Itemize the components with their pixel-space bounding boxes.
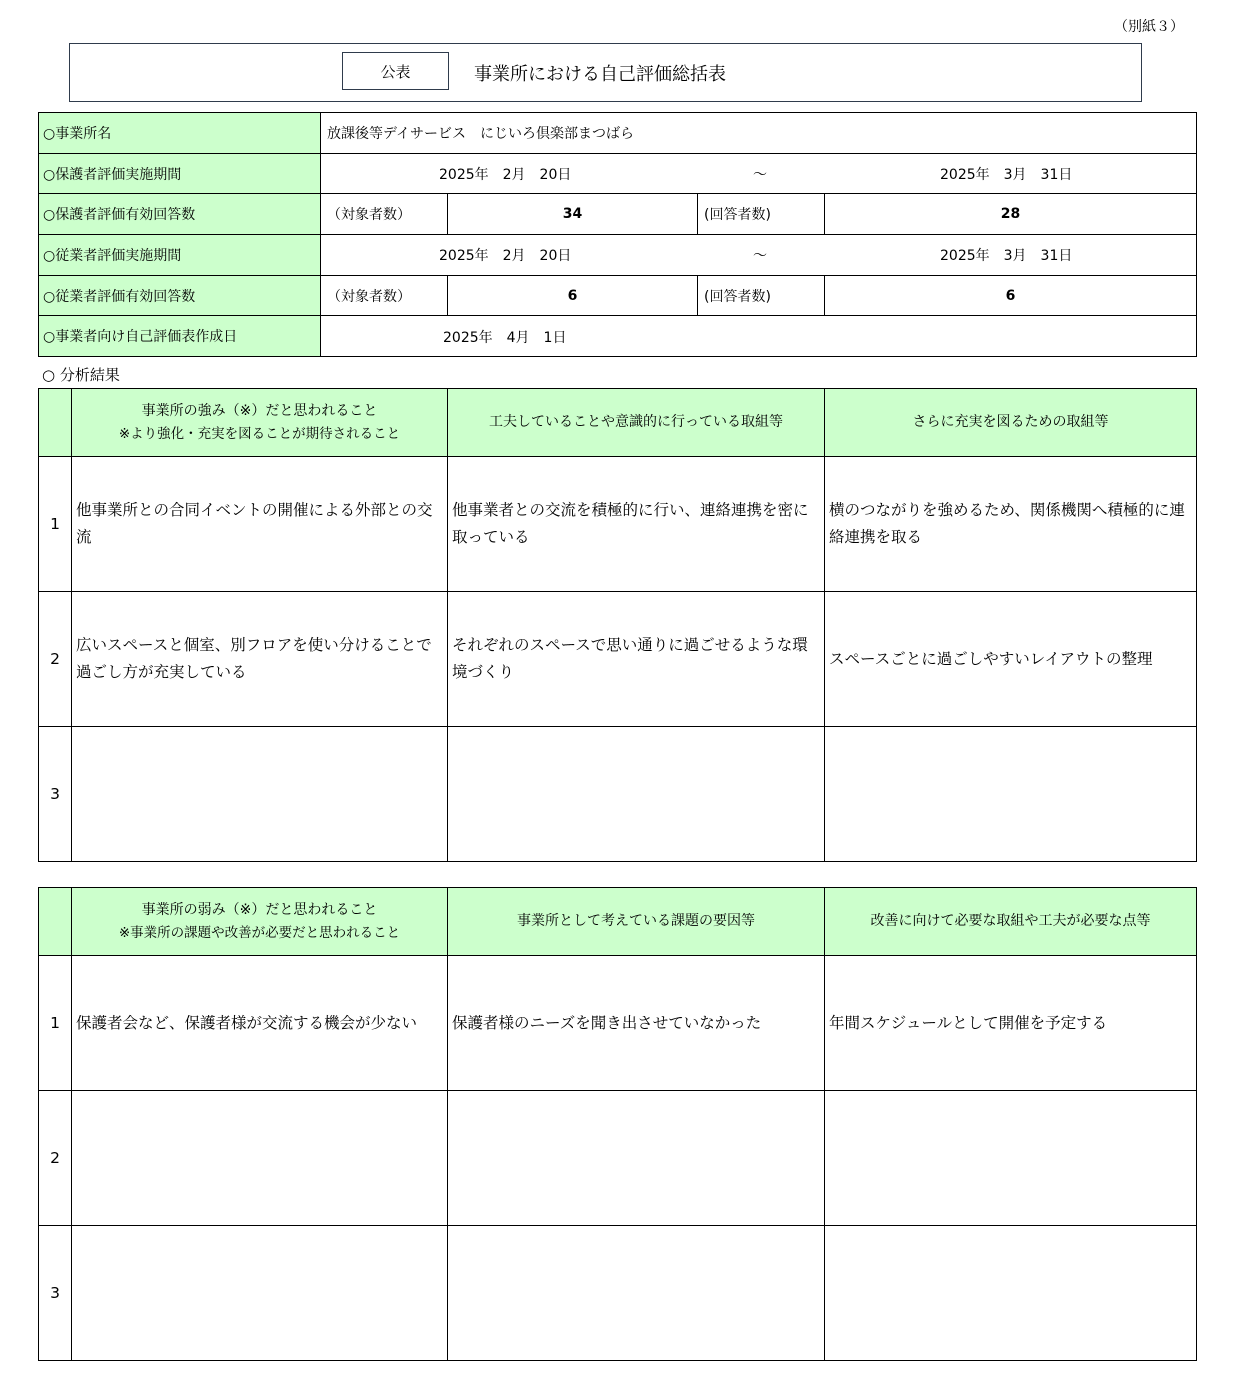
info-row-created <box>39 316 1197 357</box>
cause-cell <box>448 1091 825 1226</box>
weaknesses-col1-subtitle: ※事業所の課題や改善が必要だと思われること <box>118 924 401 941</box>
table-row <box>39 727 1197 862</box>
enhancement-cell <box>825 727 1197 862</box>
public-badge: 公表 <box>342 52 449 90</box>
guardian-count-label: ○保護者評価有効回答数 <box>39 194 321 235</box>
strengths-header-number <box>39 389 72 457</box>
created-date-value: 2025年 4月 1日 <box>443 329 567 346</box>
improvement-cell <box>825 1226 1197 1361</box>
guardian-answer-label: (回答者数) <box>698 194 825 235</box>
row-number: 2 <box>39 592 72 727</box>
analysis-section-label: ○ 分析結果 <box>42 366 120 384</box>
info-row-staff-period <box>39 235 1197 276</box>
guardian-target-value: 34 <box>448 194 698 235</box>
staff-target-value: 6 <box>448 275 698 316</box>
weaknesses-header-number <box>39 888 72 956</box>
strengths-table <box>38 388 1197 862</box>
page-title: 事業所における自己評価総括表 <box>474 64 726 85</box>
strengths-col3-title: さらに充実を図るための取組等 <box>825 389 1197 457</box>
staff-answer-value: 6 <box>825 275 1197 316</box>
row-number: 3 <box>39 1226 72 1361</box>
weakness-cell <box>72 1091 448 1226</box>
guardian-answer-value: 28 <box>825 194 1197 235</box>
guardian-period-end: 2025年 3月 31日 <box>940 167 1073 184</box>
effort-cell: 他事業者との交流を積極的に行い、連絡連携を密に取っている <box>448 457 825 592</box>
guardian-period-separator: ～ <box>753 167 767 184</box>
strengths-header-row <box>39 389 1197 457</box>
weaknesses-table <box>38 887 1197 1361</box>
strengths-col1-subtitle: ※より強化・充実を図ることが期待されること <box>118 425 401 442</box>
strengths-col1-title: 事業所の強み（※）だと思われること <box>141 402 378 419</box>
guardian-period-start: 2025年 2月 20日 <box>439 167 572 184</box>
row-number: 1 <box>39 956 72 1091</box>
created-date-label: ○事業者向け自己評価表作成日 <box>39 316 321 357</box>
strength-cell: 広いスペースと個室、別フロアを使い分けることで過ごし方が充実している <box>72 592 448 727</box>
staff-period-start: 2025年 2月 20日 <box>439 248 572 265</box>
weaknesses-header-col1 <box>72 888 448 956</box>
info-row-guardian-count <box>39 194 1197 235</box>
staff-count-label: ○従業者評価有効回答数 <box>39 275 321 316</box>
strength-cell <box>72 727 448 862</box>
weakness-cell <box>72 1226 448 1361</box>
office-name-label: ○事業所名 <box>39 113 321 154</box>
staff-target-label: （対象者数） <box>321 275 448 316</box>
weaknesses-header-row <box>39 888 1197 956</box>
info-row-guardian-period <box>39 153 1197 194</box>
cause-cell: 保護者様のニーズを聞き出させていなかった <box>448 956 825 1091</box>
info-row-staff-count <box>39 275 1197 316</box>
row-number: 3 <box>39 727 72 862</box>
attachment-note: （別紙３） <box>1114 19 1184 35</box>
row-number: 2 <box>39 1091 72 1226</box>
weakness-cell: 保護者会など、保護者様が交流する機会が少ない <box>72 956 448 1091</box>
strengths-header-col1 <box>72 389 448 457</box>
table-row <box>39 457 1197 592</box>
effort-cell: それぞれのスペースで思い通りに過ごせるような環境づくり <box>448 592 825 727</box>
guardian-period-label: ○保護者評価実施期間 <box>39 153 321 194</box>
staff-answer-label: (回答者数) <box>698 275 825 316</box>
info-table <box>38 112 1197 357</box>
office-name-value: 放課後等デイサービス にじいろ倶楽部まつばら <box>321 113 1197 154</box>
enhancement-cell: 横のつながりを強めるため、関係機関へ積極的に連絡連携を取る <box>825 457 1197 592</box>
table-row <box>39 956 1197 1091</box>
table-row <box>39 1091 1197 1226</box>
staff-period-label: ○従業者評価実施期間 <box>39 235 321 276</box>
staff-period-end: 2025年 3月 31日 <box>940 248 1073 265</box>
staff-period-separator: ～ <box>753 248 767 265</box>
row-number: 1 <box>39 457 72 592</box>
weaknesses-col3-title: 改善に向けて必要な取組や工夫が必要な点等 <box>825 888 1197 956</box>
cause-cell <box>448 1226 825 1361</box>
improvement-cell: 年間スケジュールとして開催を予定する <box>825 956 1197 1091</box>
improvement-cell <box>825 1091 1197 1226</box>
enhancement-cell: スペースごとに過ごしやすいレイアウトの整理 <box>825 592 1197 727</box>
strength-cell: 他事業所との合同イベントの開催による外部との交流 <box>72 457 448 592</box>
info-row-office <box>39 113 1197 154</box>
strengths-col2-title: 工夫していることや意識的に行っている取組等 <box>448 389 825 457</box>
guardian-target-label: （対象者数） <box>321 194 448 235</box>
weaknesses-col2-title: 事業所として考えている課題の要因等 <box>448 888 825 956</box>
weaknesses-col1-title: 事業所の弱み（※）だと思われること <box>141 901 378 918</box>
effort-cell <box>448 727 825 862</box>
table-row <box>39 1226 1197 1361</box>
table-row <box>39 592 1197 727</box>
